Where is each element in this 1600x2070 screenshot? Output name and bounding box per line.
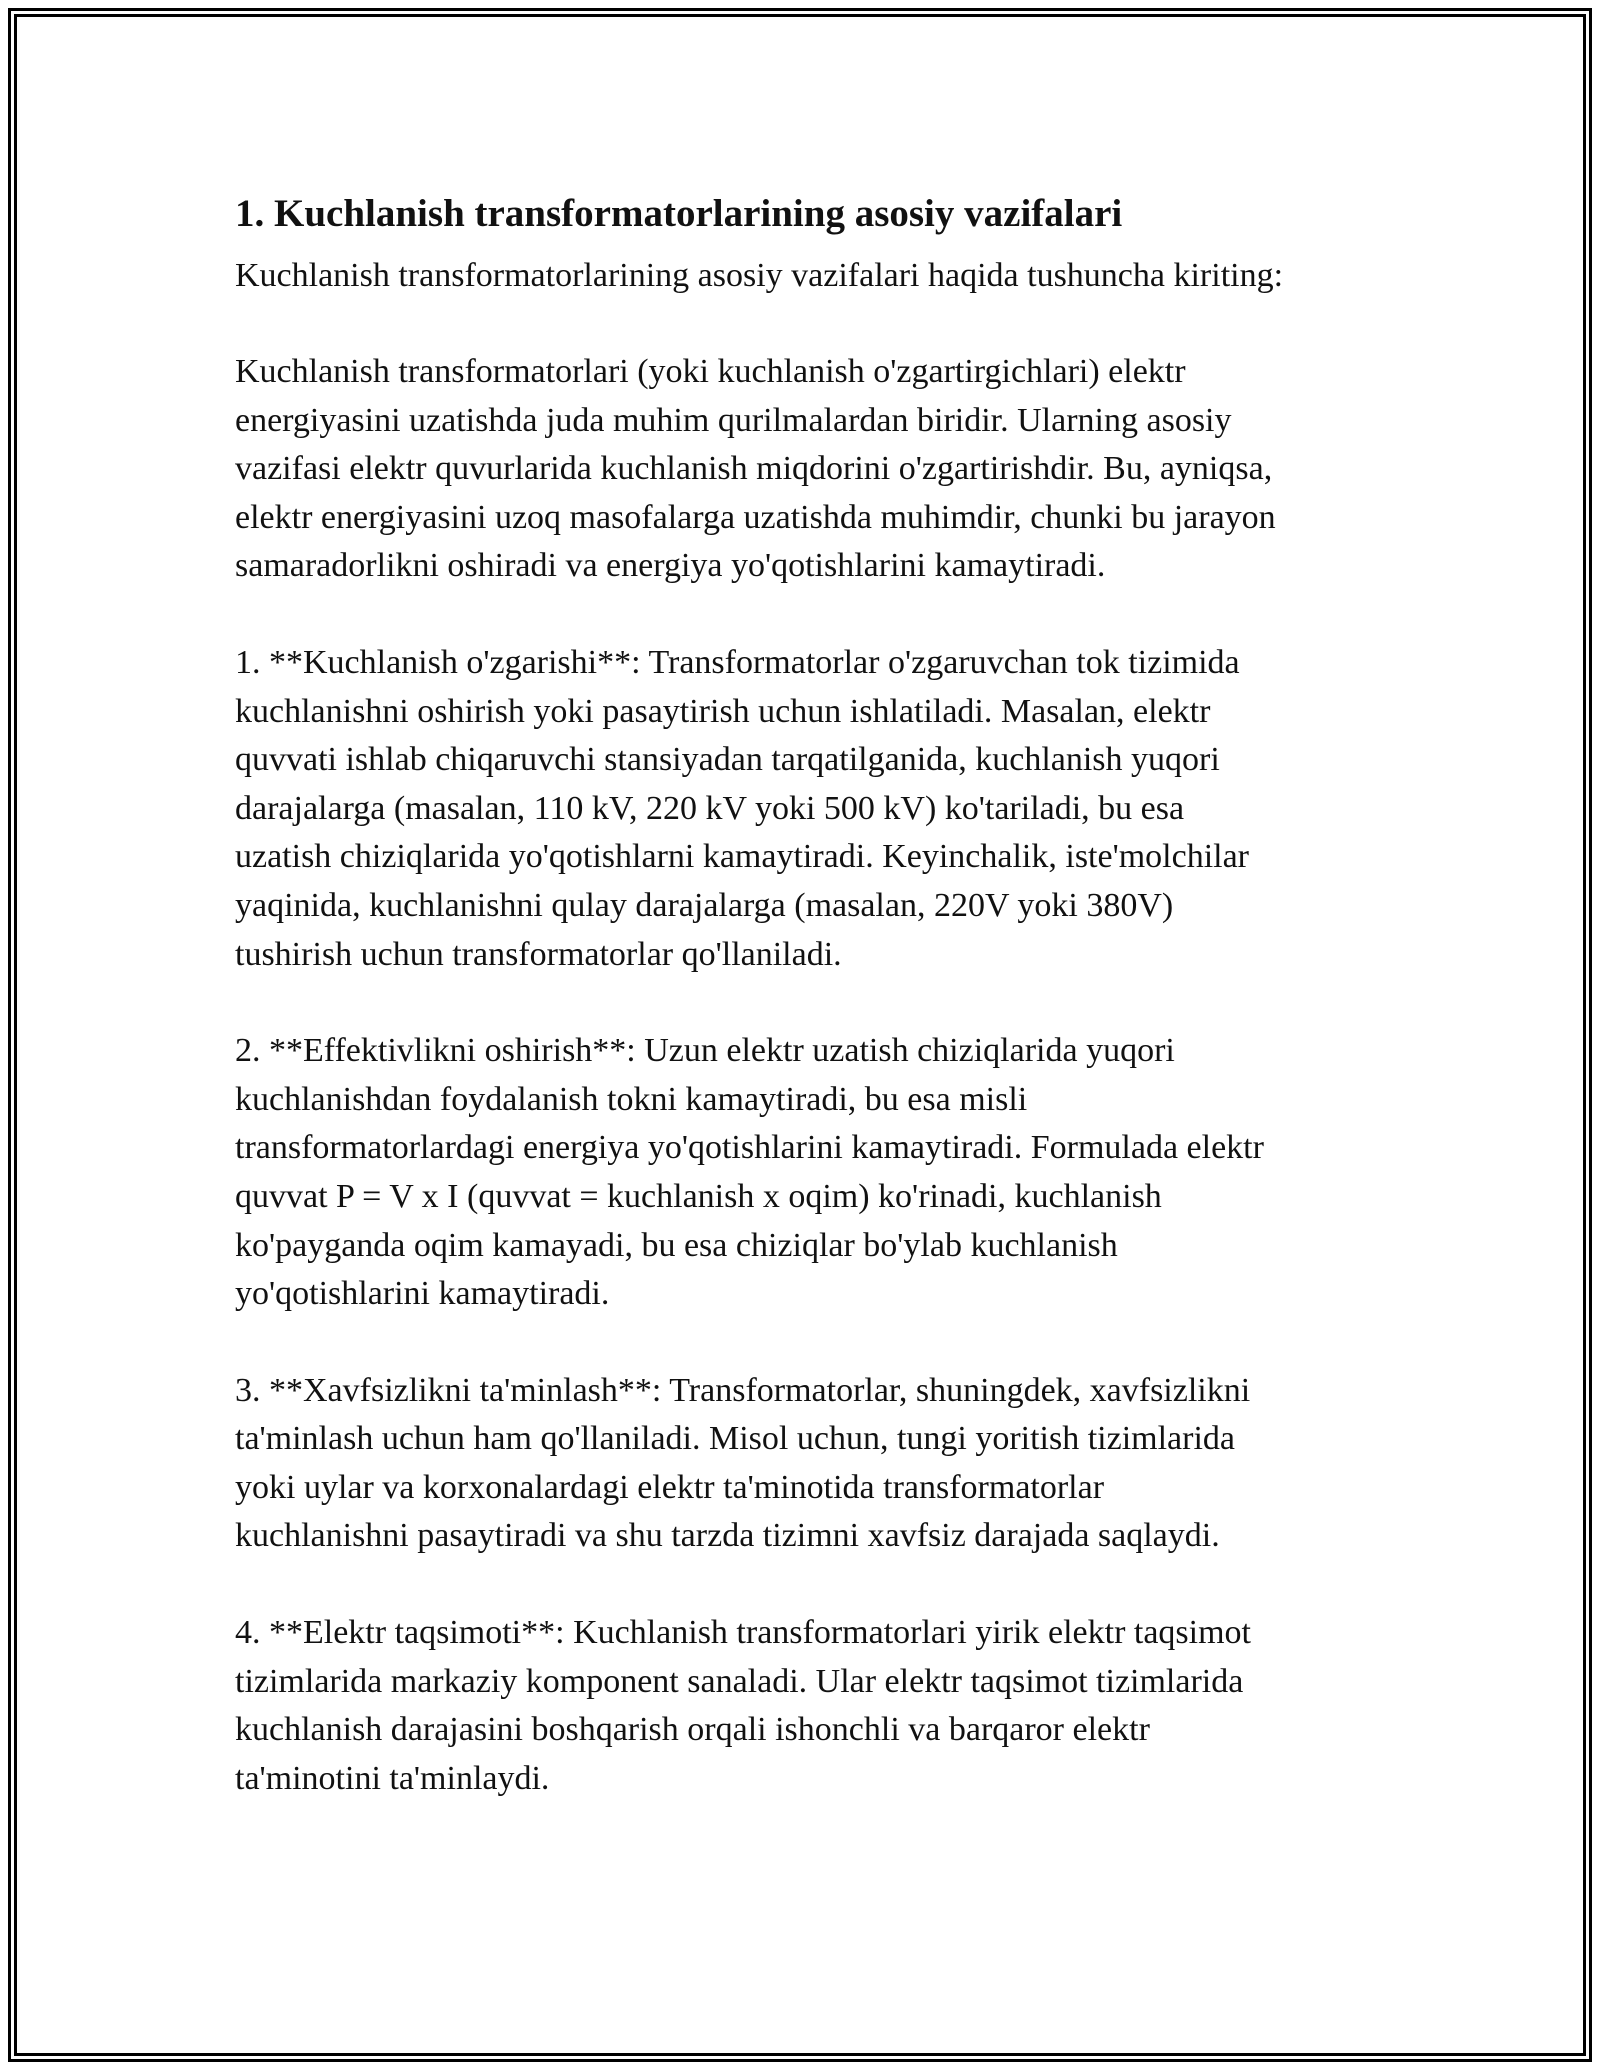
- paragraph-item-1: 1. **Kuchlanish o'zgarishi**: Transformatorlar o'zgaruvchan tok tizimida kuchlanishni oshirish yoki pasaytirish uchun ishlatiladi. Masalan, elektr quvvati ishlab chiqaruvchi stansiyadan tarqatilganida, kuchlanish yuqori darajalarga (masalan, 110 kV, 220 kV yoki 500 kV) ko'tariladi, bu esa uzatish chiziqlarida yo'qotishlarni kamaytiradi. Keyinchalik, iste'molchilar yaqinida, kuchlanishni qulay darajalarga (masalan, 220V yoki 380V) tushirish uchun transformatorlar qo'llaniladi.: [235, 643, 1250, 973]
- paragraph-overview: Kuchlanish transformatorlari (yoki kuchlanish o'zgartirgichlari) elektr energiyasini uzatishda juda muhim qurilmalardan biridir. Ularning asosiy vazifasi elektr quvurlarida kuchlanish miqdorini o'zgartirishdir. Bu, ayniqsa, elektr energiyasini uzoq masofalarga uzatishda muhimdir, chunki bu jarayon samaradorlikni oshiradi va energiya yo'qotishlarini kamaytiradi.: [235, 353, 1276, 585]
- document-body: [235, 186, 1395, 1803]
- paragraph-item-2: 2. **Effektivlikni oshirish**: Uzun elektr uzatish chiziqlarida yuqori kuchlanishdan foydalanish tokni kamaytiradi, bu esa misli transformatorlardagi energiya yo'qotishlarini kamaytiradi. Formulada elektr quvvat P = V x I (quvvat = kuchlanish x oqim) ko'rinadi, kuchlanish ko'payganda oqim kamayadi, bu esa chiziqlar bo'ylab kuchlanish yo'qotishlarini kamaytiradi.: [235, 1032, 1264, 1313]
- section-heading: 1. Kuchlanish transformatorlarining asosiy vazifalari: [235, 192, 1123, 235]
- paragraph-item-4: 4. **Elektr taqsimoti**: Kuchlanish transformatorlari yirik elektr taqsimot tizimlarida markaziy komponent sanaladi. Ular elektr taqsimot tizimlarida kuchlanish darajasini boshqarish orqali ishonchli va barqaror elektr ta'minotini ta'minlaydi.: [235, 1614, 1251, 1797]
- intro-line: Kuchlanish transformatorlarining asosiy vazifalari haqida tushuncha kiriting:: [235, 257, 1284, 294]
- paragraph-item-3: 3. **Xavfsizlikni ta'minlash**: Transformatorlar, shuningdek, xavfsizlikni ta'minlash uchun ham qo'llaniladi. Misol uchun, tungi yoritish tizimlarida yoki uylar va korxonalardagi elektr ta'minotida transformatorlar kuchlanishni pasaytiradi va shu tarzda tizimni xavfsiz darajada saqlaydi.: [235, 1371, 1251, 1555]
